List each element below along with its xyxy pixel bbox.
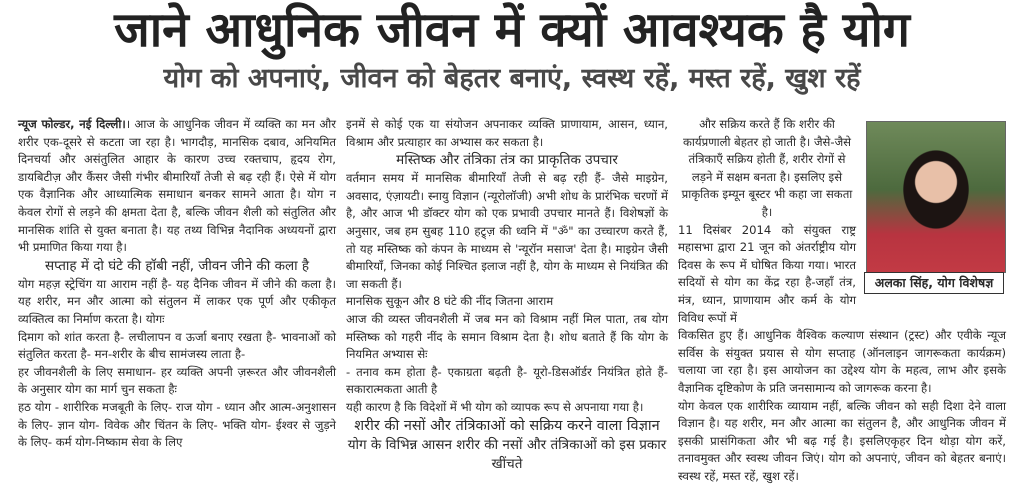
article-column-1 [18, 116, 336, 452]
paragraph: योग महज़ स्ट्रेचिंग या आराम नहीं है- यह दैनिक जीवन में जीने की कला है। यह शरीर, मन और आत्मा को संतुलन में लाकर एक पूर्ण और एकीकृत व्यक्तित्व का निर्माण करता है। योगः [18, 276, 336, 326]
paragraph [18, 116, 336, 257]
paragraph: आज की व्यस्त जीवनशैली में जब मन को विश्राम नहीं मिल पाता, तब योग मस्तिष्क को गहरी नींद के समान विश्राम देता है। शोध बताते हैं कि योग के नियमित अभ्यास सेः [346, 311, 668, 362]
subheadline: योग को अपनाएं, जीवन को बेहतर बनाएं, स्वस्थ रहें, मस्त रहें, खुश रहें [163, 63, 861, 94]
subheading: सप्ताह में दो घंटे की हॉबी नहीं, जीवन जीने की कला है [44, 257, 310, 274]
paragraph: हर जीवनशैली के लिए समाधान- हर व्यक्ति अपनी ज़रूरत और जीवनशैली के अनुसार योग का मार्ग चुन सकता हैः [18, 364, 336, 397]
paragraph: यही कारण है कि विदेशों में भी योग को व्यापक रूप से अपनाया गया है। [346, 399, 644, 414]
paragraph: वर्तमान समय में मानसिक बीमारियाँ तेजी से बढ़ रही हैं- जैसे माइग्रेन, अवसाद, एंज़ायटी। स्नायु विज्ञान (न्यूरोलॉजी) अभी शोध के प्रारंभिक चरणों में है, और आज भी डॉक्टर योग को एक प्रभावी उपचार मानते हैं। विशेषज्ञों के अनुसार, जब हम सुबह 110 हट्र्ज़ की ध्वनि में "ॐ" का उच्चारण करते हैं, तो यह मस्तिष्क को कंपन के माध्यम से 'न्यूरॉन मसाज' देता है। माइग्रेन जैसी बीमारियाँ, जिनका कोई निश्चित इलाज नहीं है, योग के माध्यम से नियंत्रित की जा सकती हैं। [346, 171, 668, 291]
paragraph: - तनाव कम होता है- एकाग्रता बढ़ती है- यूरो-डिसऑर्डर नियंत्रित होते हैं- सकारात्मकता आती है [346, 364, 668, 397]
paragraph: हठ योग - शारीरिक मजबूती के लिए- राज योग - ध्यान और आत्म-अनुशासन के लिए- ज्ञान योग- विवेक और चिंतन के लिए- भक्ति योग- ईश्वर से जुड़ने के लिए- कर्म योग-निष्काम सेवा के लिए [18, 399, 336, 450]
paragraph: इनमें से कोई एक या संयोजन अपनाकर व्यक्ति प्राणायाम, आसन, ध्यान, विश्राम और प्रत्याहार का अभ्यास कर सकता है। [346, 117, 668, 149]
paragraph: और सक्रिय करते हैं कि शरीर की कार्यप्रणाली बेहतर हो जाती है। जैसे-जैसे तंत्रिकाएँ सक्रिय होती हैं, शरीर रोगों से लड़ने में सक्षम बनता है। इसलिए इसे प्राकृतिक इम्यून बूस्टर भी कहा जा सकता है। [681, 117, 853, 219]
article-column-2 [346, 116, 668, 474]
headline: जाने आधुनिक जीवन में क्यों आवश्यक है योग [114, 2, 910, 58]
paragraph: दिमाग को शांत करता है- लचीलापन व ऊर्जा बनाए रखता है- भावनाओं को संतुलित करता है- मन-शरीर के बीच सामंजस्य लाता है- [18, 329, 336, 362]
photo-caption: अलका सिंह, योग विशेषज्ञ [864, 272, 1004, 294]
author-photo [866, 121, 1006, 273]
subheading: मस्तिष्क और तंत्रिका तंत्र का प्राकृतिक उपचार [396, 152, 618, 169]
paragraph: योग केवल एक शारीरिक व्यायाम नहीं, बल्कि जीवन को सही दिशा देने वाला विज्ञान है। यह शरीर, मन और आत्मा का संतुलन है, और आधुनिक जीवन में इसकी प्रासंगिकता और भी बढ़ गई है। इसलिएकृहर दिन थोड़ा योग करें, तनावमुक्त और स्वस्थ जीवन जिएं। योग को अपनाएं, जीवन को बेहतर बनाएं। स्वस्थ रहें, मस्त रहें, खुश रहें। [678, 398, 1006, 483]
subheading: मानसिक सुकून और 8 घंटे की नींद जितना आराम [346, 294, 554, 309]
paragraph: योग के विभिन्न आसन शरीर की नसों और तंत्रिकाओं को इस प्रकार खींचते [347, 436, 667, 472]
intro-text: । आज के आधुनिक जीवन में व्यक्ति का मन और शरीर एक-दूसरे से कटता जा रहा है। भागदौड़, मानसिक दबाव, अनियमित दिनचर्या और असंतुलित आहार के कारण उच्च रक्तचाप, हृदय रोग, डायबिटीज़ और कैंसर जैसी गंभीर बीमारियाँ तेजी से बढ़ रही हैं। ऐसे में योग एक वैज्ञानिक और आध्यात्मिक समाधान बनकर सामने आता है। योग न केवल रोगों से लड़ने की क्षमता देता है, बल्कि जीवन शैली को संतुलित और मानसिक शांति से युक्त बनाता है। यह तथ्य विभिन्न नैदानिक अध्ययनों द्वारा भी प्रमाणित किया गया है। [18, 117, 336, 255]
subheading: शरीर की नसों और तंत्रिकाओं को सक्रिय करने वाला विज्ञान [354, 417, 660, 434]
dateline: न्यूज फोल्डर, नई दिल्ली। [18, 117, 126, 131]
paragraph: 11 दिसंबर 2014 को संयुक्त राष्ट्र महासभा द्वारा 21 जून को अंतर्राष्ट्रीय योग दिवस के रूप में घोषित किया गया। भारत सदियों से योग का केंद्र रहा है-जहाँ तंत्र, मंत्र, ध्यान, प्राणायाम और कर्म के योग विविध रूपों में [678, 222, 856, 325]
paragraph: विकसित हुए हैं। आधुनिक वैश्विक कल्याण संस्थान (ट्रस्ट) और एवीके न्यूज सर्विस के संयुक्त प्रयास से योग सप्ताह (ऑनलाइन जागरूकता कार्यक्रम) चलाया जा रहा है। इस आयोजन का उद्देश्य योग के महत्व, लाभ और इसके वैज्ञानिक दृष्टिकोण के प्रति जनसामान्य को जागरूक करना है। [678, 328, 1006, 395]
